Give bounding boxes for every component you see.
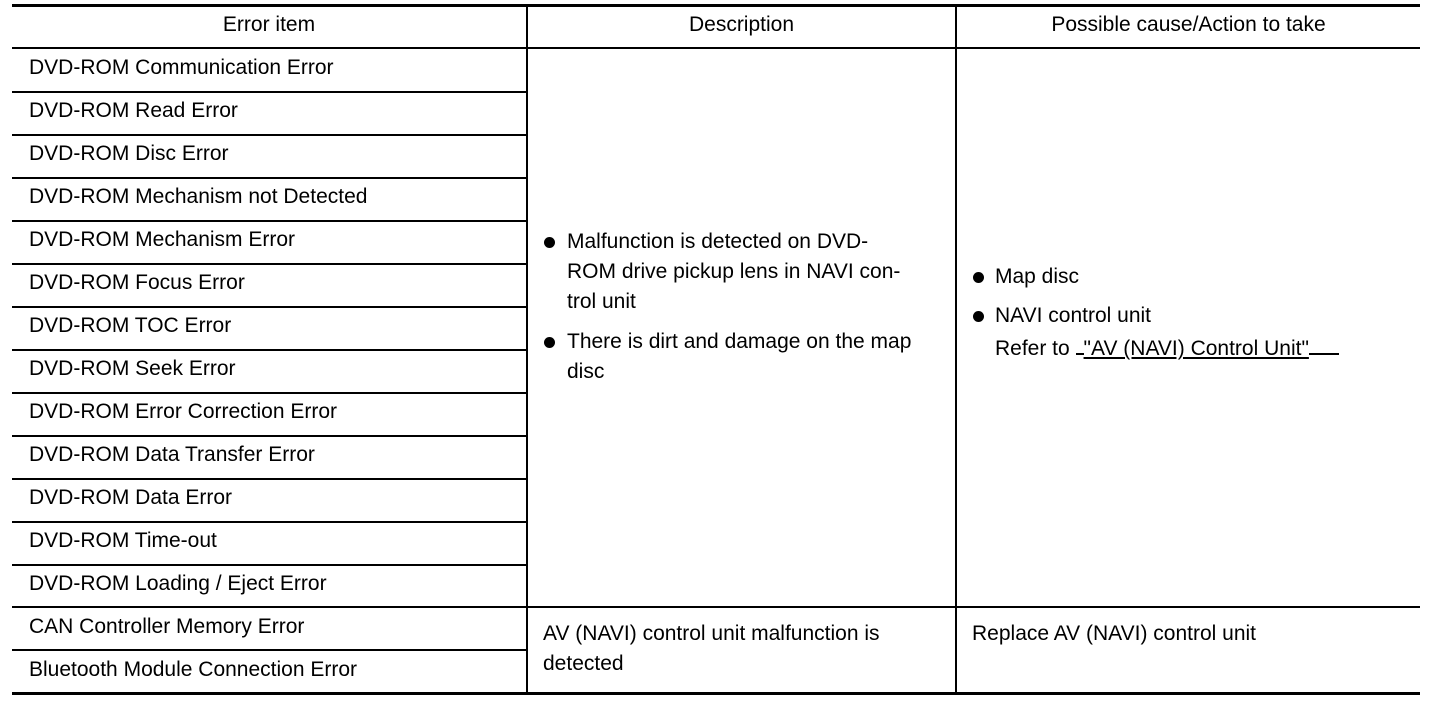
table-bottom-border xyxy=(12,692,1420,695)
row-divider xyxy=(12,521,527,523)
refer-line xyxy=(995,331,1339,364)
error-item: DVD-ROM Mechanism Error xyxy=(29,228,296,251)
link-underline-tail xyxy=(1309,331,1339,355)
error-item: DVD-ROM Focus Error xyxy=(29,271,245,294)
error-item: DVD-ROM Disc Error xyxy=(29,142,229,165)
header-error-item: Error item xyxy=(222,13,316,36)
description-line: trol unit xyxy=(567,290,636,313)
error-item: DVD-ROM Read Error xyxy=(29,99,238,122)
row-divider xyxy=(12,349,527,351)
column-divider xyxy=(955,5,957,694)
error-item: DVD-ROM TOC Error xyxy=(29,314,232,337)
action-replace-unit: Replace AV (NAVI) control unit xyxy=(972,622,1257,645)
description-line: Malfunction is detected on DVD- xyxy=(567,230,869,253)
error-item: CAN Controller Memory Error xyxy=(29,615,305,638)
description-line: detected xyxy=(543,652,624,675)
action-navi-control-unit: NAVI control unit xyxy=(995,304,1152,327)
av-navi-control-unit-link[interactable]: "AV (NAVI) Control Unit" xyxy=(1083,337,1309,360)
error-item: DVD-ROM Error Correction Error xyxy=(29,400,338,423)
description-line: ROM drive pickup lens in NAVI con- xyxy=(567,260,901,283)
row-divider xyxy=(12,564,527,566)
description-line: AV (NAVI) control unit malfunction is xyxy=(543,622,880,645)
row-divider xyxy=(12,435,527,437)
row-divider xyxy=(12,220,527,222)
description-line: There is dirt and damage on the map xyxy=(567,330,912,353)
bullet-dot xyxy=(973,311,984,322)
error-item: DVD-ROM Time-out xyxy=(29,529,217,552)
row-divider xyxy=(12,263,527,265)
row-divider xyxy=(12,306,527,308)
error-item: DVD-ROM Mechanism not Detected xyxy=(29,185,368,208)
bullet-dot xyxy=(544,337,555,348)
error-item: DVD-ROM Data Transfer Error xyxy=(29,443,315,466)
row-divider xyxy=(12,177,527,179)
header-possible-cause: Possible cause/Action to take xyxy=(1051,13,1326,36)
row-divider xyxy=(12,478,527,480)
row-divider xyxy=(12,392,527,394)
header-description: Description xyxy=(688,13,795,36)
error-item: DVD-ROM Communication Error xyxy=(29,56,334,79)
column-divider xyxy=(526,5,528,694)
header-bottom-border xyxy=(12,47,1420,49)
action-map-disc: Map disc xyxy=(995,265,1080,288)
row-divider xyxy=(12,134,527,136)
row-divider xyxy=(12,649,527,651)
bullet-dot xyxy=(544,237,555,248)
row-divider xyxy=(12,91,527,93)
group-divider xyxy=(12,606,1420,608)
error-item: DVD-ROM Seek Error xyxy=(29,357,236,380)
error-item: DVD-ROM Loading / Eject Error xyxy=(29,572,327,595)
description-line: disc xyxy=(567,360,605,383)
bullet-dot xyxy=(973,272,984,283)
refer-prefix: Refer to xyxy=(995,337,1070,360)
link-underline-lead xyxy=(1076,331,1084,355)
table-top-border xyxy=(12,4,1420,7)
error-item: DVD-ROM Data Error xyxy=(29,486,233,509)
error-item: Bluetooth Module Connection Error xyxy=(29,658,358,681)
